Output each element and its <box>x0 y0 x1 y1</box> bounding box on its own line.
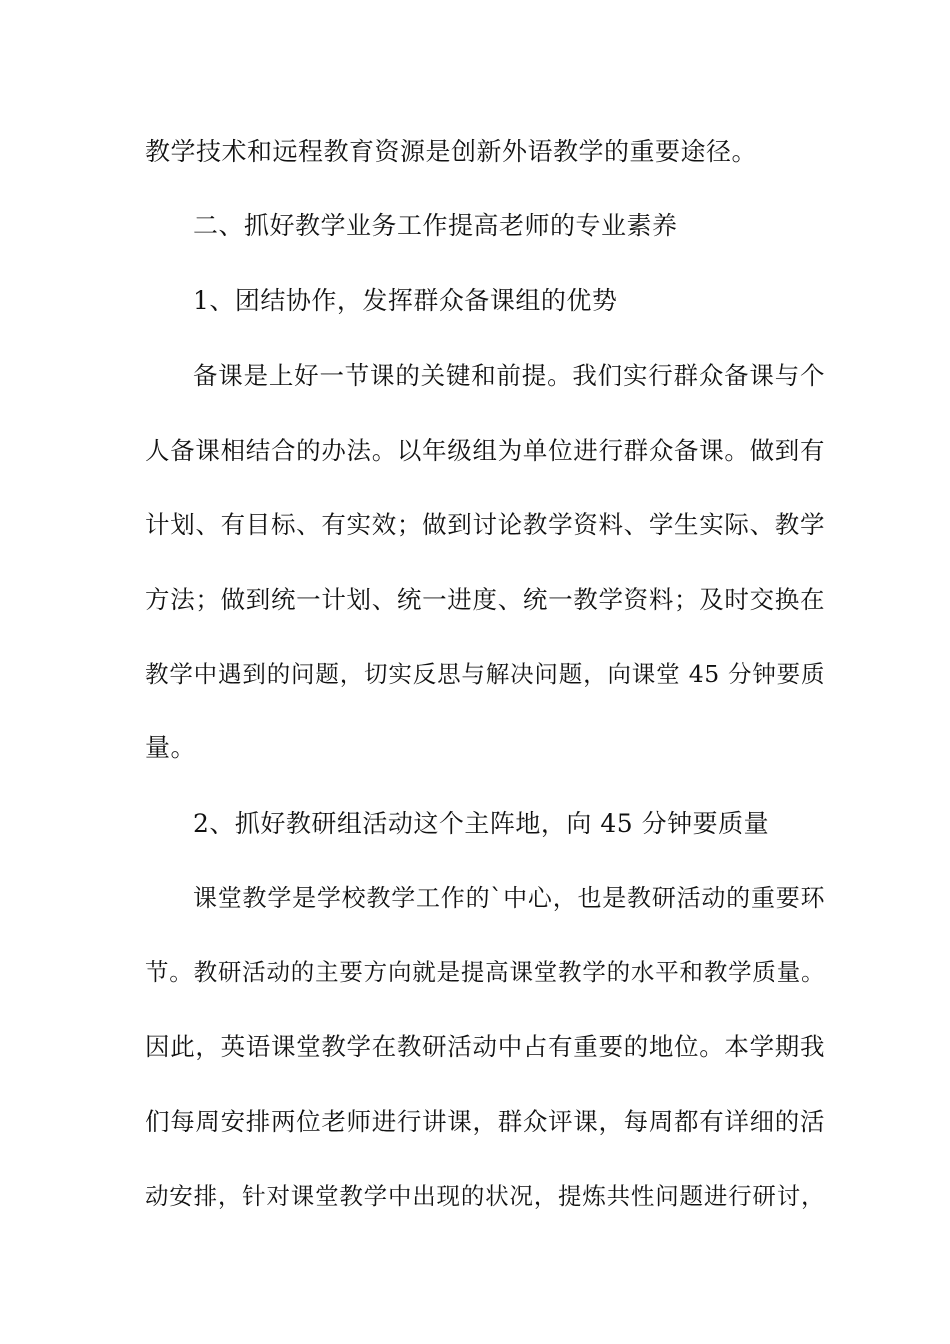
body-text-line: 节。教研活动的主要方向就是提高课堂教学的水平和教学质量。 <box>145 958 825 986</box>
body-text-line: 量。 <box>145 733 197 762</box>
body-text-line: 教学中遇到的问题，切实反思与解决问题，向课堂 45 分钟要质 <box>145 660 825 688</box>
body-text-line: 因此，英语课堂教学在教研活动中占有重要的地位。本学期我 <box>145 1032 825 1061</box>
body-text-line: 教学技术和远程教育资源是创新外语教学的重要途径。 <box>145 137 758 166</box>
body-text-line: 们每周安排两位老师进行讲课，群众评课，每周都有详细的活 <box>145 1107 825 1136</box>
body-text-line: 方法；做到统一计划、统一进度、统一教学资料；及时交换在 <box>145 585 825 614</box>
subsection-heading: 2、抓好教研组活动这个主阵地，向 45 分钟要质量 <box>193 809 770 838</box>
body-text-line: 备课是上好一节课的关键和前提。我们实行群众备课与个 <box>193 361 825 390</box>
body-text-line: 动安排，针对课堂教学中出现的状况，提炼共性问题进行研讨， <box>145 1182 825 1210</box>
section-heading: 二、抓好教学业务工作提高老师的专业素养 <box>193 211 678 240</box>
subsection-heading: 1、团结协作，发挥群众备课组的优势 <box>193 286 618 315</box>
body-text-line: 计划、有目标、有实效；做到讨论教学资料、学生实际、教学 <box>145 510 825 539</box>
body-text-line: 人备课相结合的办法。以年级组为单位进行群众备课。做到有 <box>145 436 825 465</box>
body-text-line: 课堂教学是学校教学工作的`中心，也是教研活动的重要环 <box>193 884 825 912</box>
